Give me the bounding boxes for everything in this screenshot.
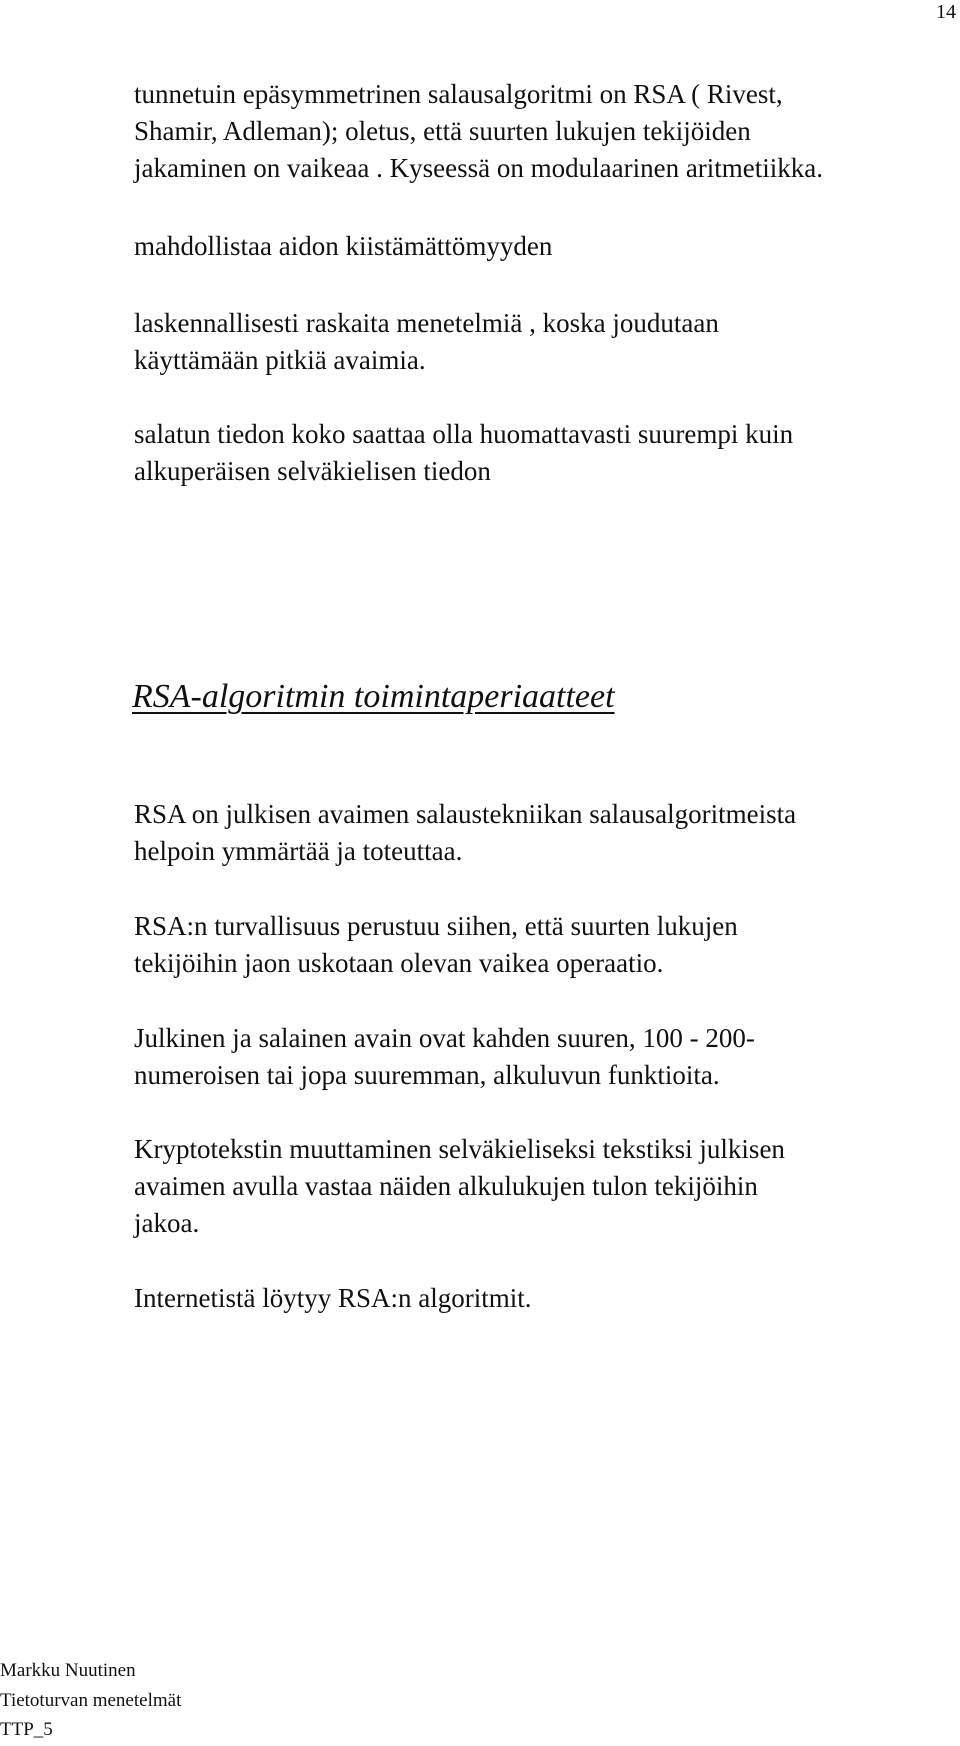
text-line: helpoin ymmärtää ja toteuttaa. bbox=[134, 836, 463, 866]
text-line: Shamir, Adleman); oletus, että suurten lukujen tekijöiden bbox=[134, 116, 751, 146]
section-heading: RSA-algoritmin toimintaperiaatteet bbox=[132, 678, 615, 715]
text-line: jakoa. bbox=[134, 1208, 200, 1238]
footer-code: TTP_5 bbox=[0, 1719, 53, 1740]
footer-course: Tietoturvan menetelmät bbox=[0, 1690, 182, 1711]
footer-author: Markku Nuutinen bbox=[0, 1660, 136, 1681]
text-line: laskennallisesti raskaita menetelmiä , koska joudutaan bbox=[134, 308, 719, 338]
text-line: Julkinen ja salainen avain ovat kahden suuren, 100 - 200- bbox=[134, 1023, 755, 1053]
text-line: mahdollistaa aidon kiistämättömyyden bbox=[134, 231, 553, 261]
text-line: avaimen avulla vastaa näiden alkulukujen tulon tekijöihin bbox=[134, 1171, 758, 1201]
text-line: salatun tiedon koko saattaa olla huomattavasti suurempi kuin bbox=[134, 419, 794, 449]
text-line: jakaminen on vaikeaa . Kyseessä on modulaarinen aritmetiikka. bbox=[134, 153, 824, 183]
text-line: käyttämään pitkiä avaimia. bbox=[134, 345, 426, 375]
text-line: tunnetuin epäsymmetrinen salausalgoritmi on RSA ( Rivest, bbox=[134, 79, 783, 109]
text-line: alkuperäisen selväkielisen tiedon bbox=[134, 456, 491, 486]
text-line: numeroisen tai jopa suuremman, alkuluvun funktioita. bbox=[134, 1060, 720, 1090]
text-line: RSA:n turvallisuus perustuu siihen, että suurten lukujen bbox=[134, 911, 738, 941]
page-number: 14 bbox=[936, 1, 956, 23]
text-line: Kryptotekstin muuttaminen selväkieliseksi tekstiksi julkisen bbox=[134, 1134, 785, 1164]
text-line: tekijöihin jaon uskotaan olevan vaikea operaatio. bbox=[134, 948, 664, 978]
text-line: Internetistä löytyy RSA:n algoritmit. bbox=[134, 1283, 532, 1313]
text-line: RSA on julkisen avaimen salaustekniikan salausalgoritmeista bbox=[134, 799, 797, 829]
